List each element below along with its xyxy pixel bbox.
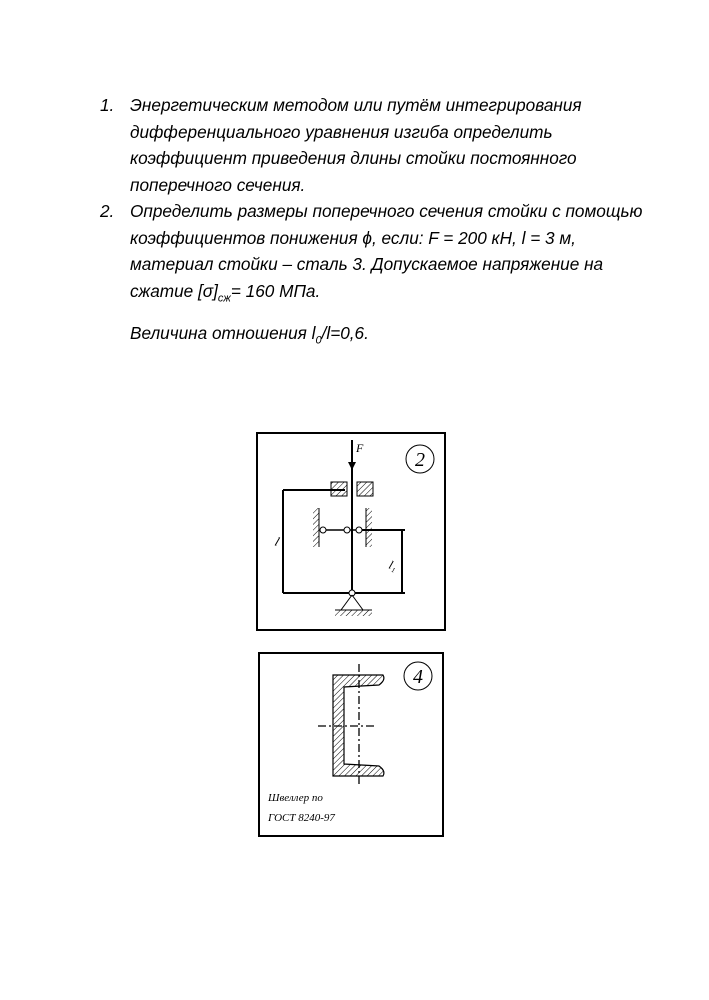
section-caption: Швеллер по <box>268 792 323 804</box>
task-number: 1. <box>100 95 115 115</box>
ratio-suffix: /l=0,6. <box>321 323 369 343</box>
section-standard: ГОСТ 8240-97 <box>268 812 335 824</box>
subscript: сж <box>217 291 231 304</box>
partial-length-label: l₁ <box>386 557 399 574</box>
column-scheme-figure <box>257 433 445 630</box>
channel-section-figure <box>259 653 443 836</box>
ratio-prefix: Величина отношения l <box>130 323 316 343</box>
task-number: 2. <box>100 201 115 221</box>
task-text: Энергетическим методом или путём интегрирования дифференциального уравнения изгиба определить коэффициент приведения длины стойки постоянного поперечного сечения. <box>130 95 582 195</box>
figure-number: 4 <box>413 666 423 688</box>
force-arrow-icon <box>348 462 356 470</box>
task-text: Определить размеры поперечного сечения стойки с помощью коэффициентов понижения ϕ, если: F = 200 кН, l = 3 м, материал стойки – сталь 3. Допускаемое напряжение на сжатие [σ] <box>130 201 643 301</box>
force-label: F <box>356 441 364 455</box>
figure-number: 2 <box>415 449 425 471</box>
ratio-subscript: 0 <box>315 334 322 347</box>
length-label: l <box>272 533 282 550</box>
task-text-end: = 160 МПа. <box>230 280 321 301</box>
